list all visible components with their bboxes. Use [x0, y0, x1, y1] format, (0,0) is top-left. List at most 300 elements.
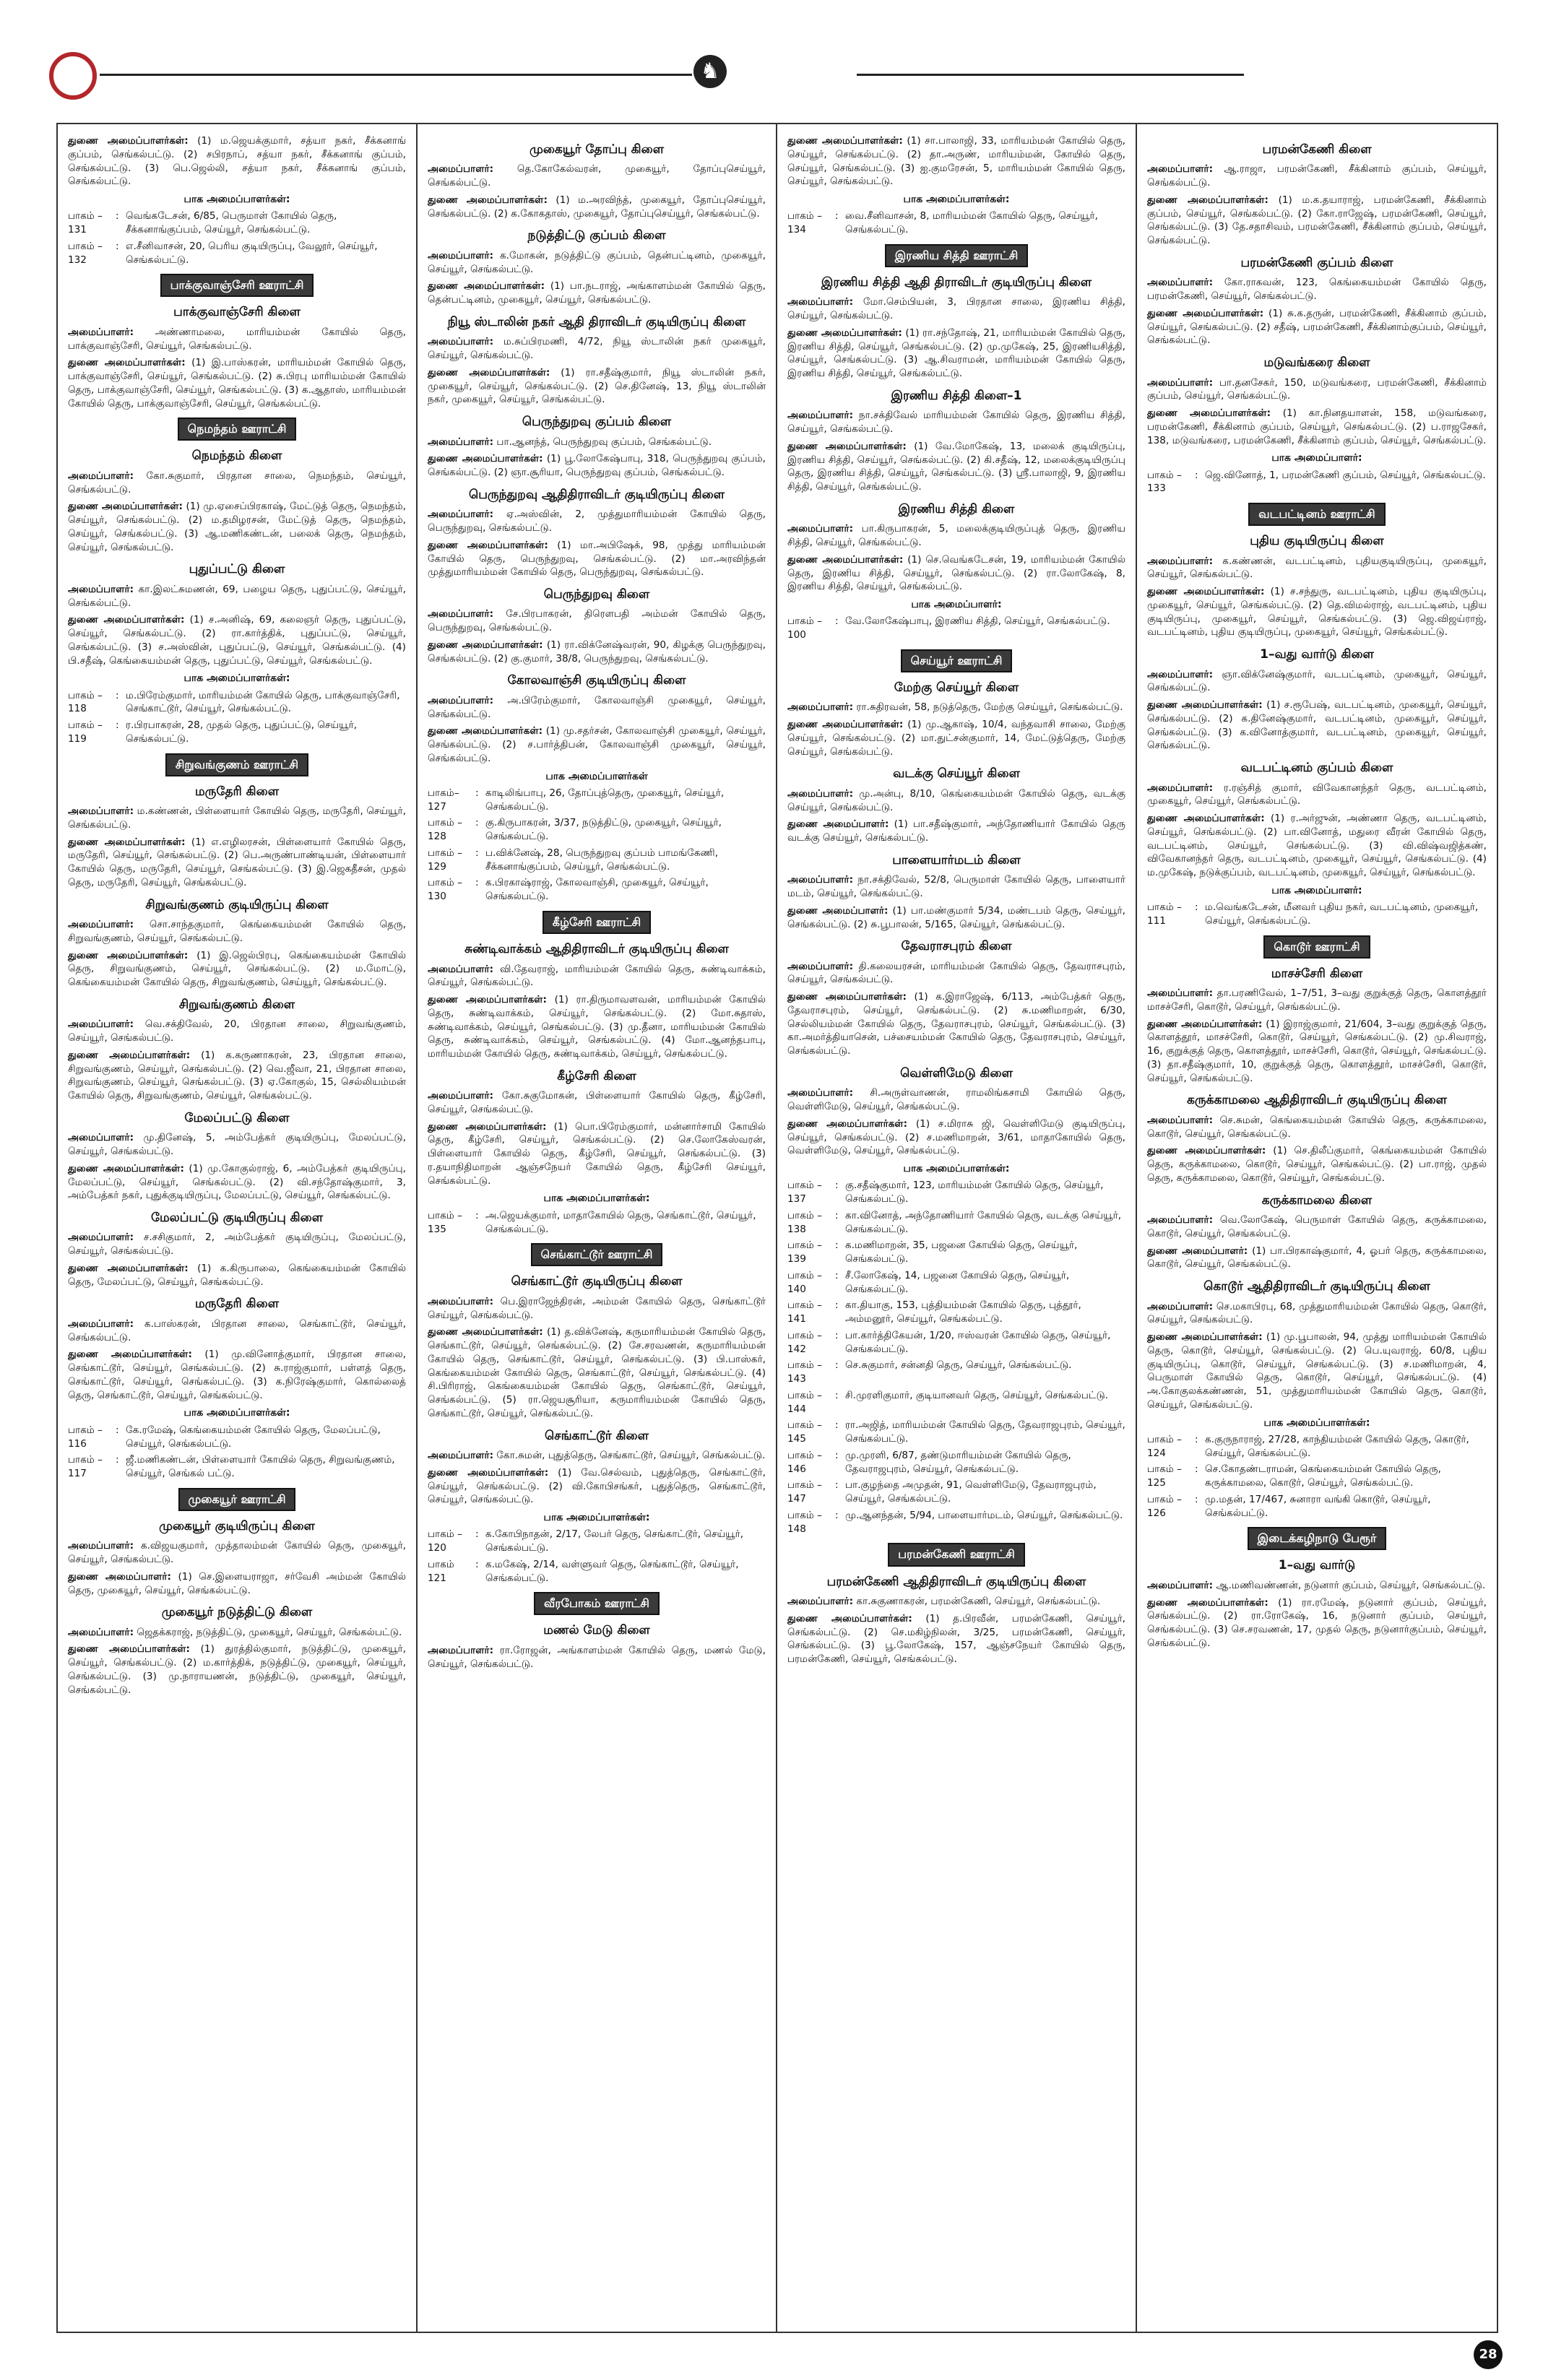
branch-heading: வடபட்டினம் குப்பம் கிளை [1240, 761, 1393, 776]
booth-row [787, 1509, 1125, 1536]
branch-heading: மடுவங்கரை கிளை [1263, 355, 1370, 371]
organiser-entry [68, 469, 406, 497]
organiser-entry [428, 963, 766, 990]
booth-organiser: சி.முரளிகுமார், குடியானவர் தெரு, செய்யூர், செங்கல்பட்டு. [845, 1389, 1109, 1401]
role-label: அமைப்பாளர்: [68, 1232, 134, 1244]
booth-number: பாகம் –140 [787, 1269, 822, 1295]
organiser-entry [428, 194, 766, 221]
role-label: அமைப்பாளர்: [68, 1132, 134, 1144]
entry-text: (1) க.கிருபாலை, கெங்கையம்மன் கோயில் தெரு, மேலப்பட்டு, செய்யூர், செங்கல்பட்டு. [68, 1262, 406, 1288]
booth-separator: : [1195, 1433, 1198, 1445]
role-label: அமைப்பாளர்: [428, 1090, 494, 1102]
listing-columns [56, 123, 1498, 2333]
role-label: அமைப்பாளர்: [787, 960, 854, 972]
role-label: துணை அமைப்பாளர்கள்: [787, 553, 904, 566]
role-label: அமைப்பாளர்: [68, 805, 134, 818]
organiser-entry [787, 718, 1125, 758]
role-label: அமைப்பாளர்: [1147, 1214, 1214, 1226]
section-kicker: கீழ்சேரி ஊராட்சி [543, 911, 651, 934]
booth-organisers-heading: பாக அமைப்பாளர்: [1271, 884, 1362, 896]
entry-text: (1) கா.நினதயாளன், 158, மடுவங்கரை, பரமன்கேணி, சீக்கினாம் குப்பம், செய்யூர், செங்கல்பட்டு. (2) ப.ராஜசேகர், 138, மடுவங்கரை, பரமன்கேணி, சீக்கினாம் குப்பம், செய்யூர், செங்கல்பட்டு. [1147, 407, 1487, 446]
entry-text: கோ.சுகுமார், பிரதான சாலை, நெமந்தம், செய்யூர், செங்கல்பட்டு. [68, 469, 406, 496]
branch-heading: நடுத்திட்டு குப்பம் கிளை [527, 228, 666, 243]
organiser-entry [1147, 376, 1487, 404]
entry-text: (1) வே.செல்வம், புதுத்தெரு, செங்காட்டூர், செய்யூர், செங்கல்பட்டு. (2) வி.கோபிசங்கர், புதுத்தெரு, செங்காட்டூர், செய்யூர், செங்கல்பட்டு. [428, 1466, 766, 1506]
branch-heading: பெருந்துறவு ஆதிதிராவிடர் குடியிருப்பு கிளை [468, 487, 725, 502]
booth-separator: : [475, 877, 479, 889]
booth-separator: : [835, 1509, 839, 1521]
role-label: அமைப்பாளர்: [428, 694, 494, 706]
organiser-entry [68, 583, 406, 610]
organiser-entry [1147, 1330, 1487, 1412]
entry-text: (1) ரா.திருமாவளவன், மாரியம்மன் கோயில் தெரு, சுண்டிவாக்கம், செய்யூர், செங்கல்பட்டு. (2) மோ.சுதாஸ், சுண்டிவாக்கம், செய்யூர், செங்கல்பட்டு. (3) மு.தீனா, மாரியம்மன் கோயில் தெரு, சுண்டிவாக்கம், செய்யூர், செங்கல்பட்டு. (4) மோ.ஆனந்தபாபு, மாரியம்மன் கோயில் தெரு, சுண்டிவாக்கம், செய்யூர், செங்கல்பட்டு. [428, 994, 766, 1060]
organiser-entry [1147, 1018, 1487, 1086]
booth-separator: : [835, 1389, 839, 1401]
entry-text: மு.தினேஷ், 5, அம்பேத்கர் குடியிருப்பு, மேலப்பட்டு, செய்யூர், செங்கல்பட்டு. [68, 1132, 406, 1158]
booth-separator: : [116, 689, 119, 701]
organiser-entry [1147, 407, 1487, 447]
role-label: துணை அமைப்பாளர்: [787, 904, 889, 917]
organiser-entry [1147, 1245, 1487, 1272]
organiser-entry [787, 522, 1125, 550]
organiser-entry [1147, 194, 1487, 248]
organiser-entry [68, 326, 406, 353]
booth-organiser: கு.கிருபாகரன், 3/37, நடுத்திட்டு, முகையூர், செய்யூர், செங்கல்பட்டு. [485, 817, 722, 843]
booth-organiser: எ.சீனிவாசன், 20, பெரிய குடியிருப்பு, வேலூர், செய்யூர், செங்கல்பட்டு. [126, 240, 378, 266]
organiser-entry [68, 1162, 406, 1203]
booth-organisers-heading: பாக அமைப்பாளர்கள்: [1263, 1416, 1370, 1429]
role-label: துணை அமைப்பாளர்கள்: [787, 135, 903, 147]
branch-heading: பாக்குவாஞ்சேரி கிளை [173, 305, 301, 320]
entry-text: (1) பா.நடராஜ், அங்காளம்மன் கோயில் தெரு, தென்பட்டினம், முகையூர், செய்யூர், செங்கல்பட்டு. [428, 280, 766, 306]
role-label: துணை அமைப்பாளர்கள்: [1147, 1145, 1266, 1157]
organiser-entry [428, 724, 766, 765]
booth-number: பாகம் – 100 [787, 615, 822, 641]
entry-text: க.பாஸ்கரன், பிரதான சாலை, செங்காட்டூர், செய்யூர், செங்கல்பட்டு. [68, 1317, 407, 1343]
booth-organiser: கா.வினோத், அந்தோணியார் கோயில் தெரு, வடக்கு செய்யூர், செங்கல்பட்டு. [845, 1209, 1122, 1235]
entry-text: ம.சுப்பிரமணி, 4/72, நியூ ஸ்டாலின் நகர் முகையூர், செய்யூர், செங்கல்பட்டு. [428, 336, 766, 362]
booth-organiser: க.கோபிநாதன், 2/17, லேபர் தெரு, செங்காட்டூர், செய்யூர், செங்கல்பட்டு. [485, 1528, 744, 1554]
entry-text: (1) பூ.லோகேஷ்பாபு, 318, பெருந்துறவு குப்பம், செங்கல்பட்டு. (2) ஞா.சூரியா, பெருந்துறவு குப்பம், செங்கல்பட்டு. [428, 453, 766, 479]
booth-organisers-heading: பாக அமைப்பாளர்கள்: [183, 672, 290, 685]
role-label: துணை அமைப்பாளர்கள்: [787, 991, 907, 1003]
booth-organiser: க.குருநாராஜ், 27/28, காந்தியம்மன் கோயில் தெரு, கொடூர், செய்யூர், செங்கல்பட்டு. [1205, 1433, 1469, 1459]
organiser-entry [68, 613, 406, 667]
role-label: துணை அமைப்பாளர்கள்: [787, 440, 907, 452]
role-label: துணை அமைப்பாளர்கள்: [787, 719, 904, 731]
organiser-entry [428, 993, 766, 1061]
booth-organiser: மு.ஆனந்தன், 5/94, பாளையார்மடம், செய்யூர், செங்கல்பட்டு. [845, 1509, 1123, 1521]
entry-text: வெ.லோகேஷ், பெருமாள் கோயில் தெரு, கருக்காமலை, கொடூர், செய்யூர், செங்கல்பட்டு. [1147, 1214, 1487, 1239]
organiser-entry [787, 960, 1125, 987]
role-label: அமைப்பாளர்: [68, 583, 134, 595]
booth-separator: : [835, 1239, 839, 1252]
role-label: அமைப்பாளர்: [68, 919, 134, 931]
role-label: துணை அமைப்பாளர்கள்: [428, 366, 550, 378]
role-label: அமைப்பாளர்: [68, 1018, 134, 1031]
booth-organisers-heading: பாக அமைப்பாளர்கள்: [543, 1512, 650, 1524]
booth-row [428, 847, 766, 874]
entry-text: கா.சுகுணாகரன், பரமன்கேணி, செய்யூர், செங்கல்பட்டு. [856, 1596, 1101, 1607]
party-emblem-icon: ♞ [693, 55, 727, 88]
organiser-entry [428, 366, 766, 407]
column-2 [418, 124, 777, 2332]
role-label: துணை அமைப்பாளர்கள்: [787, 1612, 912, 1624]
branch-heading: மேற்கு செய்யூர் கிளை [894, 680, 1019, 695]
organiser-entry [787, 326, 1125, 381]
organiser-entry [428, 694, 766, 722]
branch-heading: கருக்காமலை கிளை [1261, 1193, 1373, 1208]
entry-text: (1) த.பிரவீன், பரமன்கேணி, செய்யூர், செங்கல்பட்டு. (2) செ.மகிழ்நிலன், 3/25, பரமன்கேணி, செய்யூர், செங்கல்பட்டு. (3) பூ.லோகேஷ், 157, ஆஞ்சநேயர் கோயில் தெரு, பரமன்கேணி, செய்யூர், செங்கல்பட்டு. [787, 1612, 1125, 1665]
role-label: அமைப்பாளர்: [428, 336, 494, 348]
entry-text: செ.மகாபிரபு, 68, முத்துமாரியம்மன் கோயில் தெரு, கொடூர், செய்யூர், செங்கல்பட்டு. [1147, 1300, 1487, 1326]
booth-separator: : [835, 1299, 839, 1312]
entry-text: (1) ச.சந்துரு, வடபட்டினம், புதிய குடியிருப்பு, முகையூர், செய்யூர், செங்கல்பட்டு. (2) தெ.விமல்ராஜ், வடபட்டினம், புதிய குடியிருப்பு, முகையூர், செய்யூர், செங்கல்பட்டு. (3) ஜெ.விஜய்ராஜ், வடபட்டினம், புதிய குடியிருப்பு, முகையூர், செய்யூர், செங்கல்பட்டு. [1147, 586, 1487, 639]
booth-row [787, 1479, 1125, 1506]
booth-organiser: க.மணிமாறன், 35, பஜனை கோயில் தெரு, செய்யூர், செங்கல்பட்டு. [845, 1239, 1078, 1265]
booth-organiser: சீ.லோகேஷ், 14, பஜனை கோயில் தெரு, செய்யூர், செங்கல்பட்டு. [845, 1269, 1070, 1295]
booth-number: பாகம் – 147 [787, 1479, 822, 1505]
organiser-entry [1147, 307, 1487, 347]
role-label: அமைப்பாளர்: [428, 509, 494, 521]
column-4 [1137, 124, 1497, 2332]
role-label: துணை அமைப்பாளர்கள்: [428, 994, 547, 1006]
booth-organisers-heading: பாக அமைப்பாளர்கள்: [903, 1163, 1010, 1175]
booth-separator: : [835, 1449, 839, 1461]
organiser-entry [68, 356, 406, 410]
booth-organiser: ரா.அஜித், மாரியம்மன் கோயில் தெரு, தேவராஜபுரம், செய்யூர், செங்கல்பட்டு. [845, 1419, 1125, 1445]
organiser-entry [68, 1131, 406, 1159]
booth-row [787, 1359, 1125, 1386]
role-label: துணை அமைப்பாளர்கள்: [1147, 1018, 1263, 1030]
organiser-entry [787, 904, 1125, 932]
organiser-entry [787, 1612, 1125, 1666]
branch-heading: 1–வது வார்டு கிளை [1260, 647, 1374, 662]
organiser-entry [68, 1626, 406, 1640]
booth-organiser: ர.பிரபாகரன், 28, முதல் தெரு, புதுப்பட்டு, செய்யூர், செங்கல்பட்டு. [126, 719, 358, 745]
booth-number: பாகம் – 141 [787, 1299, 822, 1325]
organiser-entry [1147, 1144, 1487, 1185]
section-kicker: இடைக்கழிநாடு பேரூர் [1248, 1527, 1387, 1550]
role-label: துணை அமைப்பாளர்: [1147, 1245, 1248, 1257]
booth-separator: : [835, 1180, 839, 1192]
entry-text: (1) செ.வெங்கடேசன், 19, மாரியம்மன் கோயில் தெரு, இரணிய சித்தி, செய்யூர், செங்கல்பட்டு. (2) ரா.லோகேஷ், 8, இரணிய சித்தி, செய்யூர், செங்கல்பட்டு. [787, 553, 1125, 593]
entry-text: (1) பா.மண்குமார் 5/34, மண்டபம் தெரு, செய்யூர், செங்கல்பட்டு. (2) சு.பூபாலன், 5/165, செய்யூர், செங்கல்பட்டு. [787, 904, 1125, 930]
role-label: துணை அமைப்பாளர்கள்: [428, 725, 543, 737]
section-kicker: பரமன்கேணி ஊராட்சி [888, 1543, 1025, 1566]
booth-row [428, 787, 766, 814]
role-label: அமைப்பாளர்: [1147, 376, 1214, 389]
entry-text: மோ.செம்பியன், 3, பிரதான சாலை, இரணிய சித்தி, செய்யூர், செங்கல்பட்டு. [787, 296, 1125, 322]
booth-number: பாகம் –135 [428, 1209, 462, 1235]
entry-text: க.மோகன், நடுத்திட்டு குப்பம், தென்பட்டினம், முகையூர், செய்யூர், செங்கல்பட்டு. [428, 249, 766, 275]
section-kicker: இரணிய சித்தி ஊராட்சி [885, 244, 1029, 267]
organiser-entry [1147, 1300, 1487, 1328]
role-label: அமைப்பாளர்: [68, 1626, 134, 1638]
role-label: துணை அமைப்பாளர்கள்: [787, 326, 902, 339]
entry-text: (1) த.விக்னேஷ், கருமாரியம்மன் கோயில் தெரு, செங்காட்டூர், செய்யூர், செங்கல்பட்டு. (2) சே.சரவணன், கருமாரியம்மன் கோயில் தெரு, செங்காட்டூர், செய்யூர், செங்கல்பட்டு. (3) பி.பாஸ்கர், கெங்கையம்மன் கோயில் தெரு, செங்காட்டூர், செய்யூர், செங்கல்பட்டு. (4) சி.பிரிராஜ், கெங்கையம்மன் கோயில் தெரு, செங்காட்டூர், செய்யூர், செங்கல்பட்டு. (5) ரா.ஜெயசூரியா, கருமாரியம்மன் கோயில் தெரு, செங்காட்டூர், செய்யூர், செங்கல்பட்டு. [428, 1326, 766, 1419]
role-label: அமைப்பாளர்: [787, 523, 854, 535]
role-label: துணை அமைப்பாளர்கள்: [68, 1643, 190, 1656]
booth-separator: : [1195, 1493, 1198, 1505]
role-label: அமைப்பாளர்: [1147, 782, 1214, 794]
booth-separator: : [835, 1419, 839, 1432]
branch-heading: மணல் மேடு கிளை [543, 1623, 650, 1638]
entry-text: (1) மு.வினோத்குமார், பிரதான சாலை, செங்காட்டூர், செய்யூர், செங்கல்பட்டு. (2) சு.ராஜ்குமார், பள்ளத் தெரு, செங்காட்டூர், செய்யூர், செங்கல்பட்டு. (3) க.நிரேஷ்குமார், கொல்லைத் தெரு, செங்காட்டூர், செய்யூர், செங்கல்பட்டு. [68, 1349, 406, 1401]
booth-row [68, 719, 406, 746]
section-kicker: முகையூர் ஊராட்சி [178, 1488, 296, 1511]
booth-row [787, 1299, 1125, 1326]
entry-text: (1) பா.சதீஷ்குமார், அந்தோணியார் கோயில் தெரு வடக்கு செய்யூர், செங்கல்பட்டு. [787, 818, 1126, 844]
section-kicker: கொடூர் ஊராட்சி [1263, 935, 1370, 959]
booth-number: பாகம் –116 [68, 1424, 103, 1450]
role-label: துணை அமைப்பாளர்கள்: [428, 280, 545, 293]
booth-number: பாகம் –144 [787, 1389, 822, 1415]
entry-text: ரா.ரோஜன், அங்காளம்மன் கோயில் தெரு, மணல் மேடு, செய்யூர், செங்கல்பட்டு. [428, 1644, 766, 1670]
organiser-entry [787, 295, 1125, 323]
branch-heading: சிறுவங்குணம் குடியிருப்பு கிளை [145, 897, 329, 912]
entry-text: (1) மு.பூபாலன், 94, முத்து மாரியம்மன் கோயில் தெரு, கொடூர், செய்யூர், செங்கல்பட்டு. (2) பெ.யுவராஜ், 60/8, புதிய குடியிருப்பு, கொடூர், செய்யூர், செங்கல்பட்டு. (3) ச.மணிமாறன், 4, பெருமாள் கோயில் தெரு, கொடூர், செய்யூர், செங்கல்பட்டு. (4) அ.கோகுலக்கண்ணன், 51, முத்துமாரியம்மன் கோயில் தெரு, கொடூர், செய்யூர், செங்கல்பட்டு. [1147, 1331, 1487, 1411]
branch-heading: மருதேரி கிளை [194, 784, 280, 799]
organiser-entry [787, 701, 1125, 714]
entry-text: பெ.இராஜேந்திரன், அம்மன் கோயில் தெரு, செங்காட்டூர் செய்யூர், செங்கல்பட்டு. [428, 1295, 766, 1321]
branch-heading: பரமன்கேணி கிளை [1262, 142, 1372, 157]
role-label: அமைப்பாளர்: [428, 436, 494, 448]
role-label: அமைப்பாளர்: [428, 249, 494, 261]
role-label: துணை அமைப்பாளர்கள்: [68, 614, 185, 626]
entry-text: தா.பரணிவேல், 1–7/51, 3–வது குறுக்குத் தெரு, கொளத்தூர் மாசச்சேரி, கொடூர், செய்யூர், செங்கல்பட்டு. [1147, 987, 1487, 1013]
organiser-entry [787, 1595, 1125, 1609]
booth-separator: : [1195, 1463, 1198, 1476]
organiser-entry [1147, 987, 1487, 1014]
role-label: அமைப்பாளர்: [68, 1540, 134, 1552]
branch-heading: மேலப்பட்டு குடியிருப்பு கிளை [150, 1211, 324, 1226]
booth-row [1147, 1463, 1487, 1490]
organiser-entry [787, 553, 1125, 594]
branch-heading: மருதேரி கிளை [194, 1297, 280, 1312]
organiser-entry [68, 134, 406, 189]
section-kicker: பாக்குவாஞ்சேரி ஊராட்சி [160, 274, 314, 297]
booth-number: பாகம் – 124 [1147, 1433, 1182, 1459]
branch-heading: பெருந்துறவு குப்பம் கிளை [522, 415, 672, 430]
masthead-circle-icon [49, 52, 97, 100]
booth-number: பாகம் – 145 [787, 1419, 822, 1445]
role-label: துணை அமைப்பாளர்கள்: [1147, 699, 1263, 711]
branch-heading: கருக்காமலை ஆதிதிராவிடர் குடியிருப்பு கிளை [1186, 1093, 1448, 1108]
booth-number: பாகம் –129 [428, 847, 462, 873]
organiser-entry [68, 1539, 406, 1567]
booth-organiser: ம.பிரேம்குமார், மாரியம்மன் கோயில் தெரு, பாக்குவாஞ்சேரி, செங்காட்டூர், செய்யூர், செங்கல்பட்டு. [126, 689, 400, 715]
role-label: துணை அமைப்பாளர்கள்: [428, 453, 543, 465]
organiser-entry [68, 918, 406, 945]
role-label: துணை அமைப்பாளர்கள்: [428, 1326, 543, 1338]
booth-number: பாகம் – 111 [1147, 901, 1182, 927]
booth-organisers-heading: பாக அமைப்பாளர்கள்: [543, 1193, 650, 1205]
booth-organisers-heading: பாக அமைப்பாளர்கள்: [903, 194, 1010, 205]
booth-organiser: பா.குழந்தை அமுதன், 91, வெள்ளிமேடு, தேவராஜபுரம், செய்யூர், செங்கல்பட்டு. [845, 1479, 1097, 1505]
organiser-entry [68, 1317, 406, 1345]
booth-separator: : [475, 1558, 479, 1570]
entry-text: நா.சக்திவேல், 52/8, பெருமாள் கோயில் தெரு, பாளையார் மடம், செய்யூர், செங்கல்பட்டு. [787, 874, 1125, 899]
entry-text: ஜெதக்கராஜ், நடுத்திட்டு, முகையூர், செய்யூர், செங்கல்பட்டு. [137, 1626, 402, 1638]
booth-separator: : [475, 847, 479, 859]
entry-text: சி.அருள்வாணன், ராமலிங்கசாமி கோயில் தெரு, வெள்ளிமேடு, செய்யூர், செங்கல்பட்டு. [787, 1087, 1125, 1113]
section-kicker: செய்யூர் ஊராட்சி [901, 649, 1013, 672]
entry-text: (1) சா.பாலாஜி, 33, மாரியம்மன் கோயில் தெரு, செய்யூர், செங்கல்பட்டு. (2) தா.அருண், மாரியம்மன், கோயில் தெரு, செய்யூர், செங்கல்பட்டு. (3) ஐ.குமரேசன், 5, மாரியம்மன் கோயில் தெரு, செய்யூர், செங்கல்பட்டு. [787, 135, 1125, 188]
entry-text: கா.இலட்சுமணன், 69, பழைய தெரு, புதுப்பட்டு, செய்யூர், செங்கல்பட்டு. [68, 583, 406, 609]
organiser-entry [428, 539, 766, 579]
role-label: அமைப்பாளர்: [1147, 163, 1214, 176]
booth-organisers-heading: பாக அமைப்பாளர்: [911, 599, 1002, 610]
booth-separator: : [116, 240, 119, 252]
organiser-entry [787, 440, 1125, 494]
branch-heading: தேவராசபுரம் கிளை [901, 939, 1012, 954]
entry-text: க.விஜயகுமார், முத்தாலம்மன் கோயில் தெரு, முகையூர், செய்யூர், செங்கல்பட்டு. [68, 1540, 407, 1566]
entry-text: சே.பிரபாகரன், திரௌபதி அம்மன் கோயில் தெரு, பெருந்துறவு, செங்கல்பட்டு. [428, 608, 766, 634]
branch-heading: வெள்ளிமேடு கிளை [900, 1065, 1013, 1081]
entry-text: ஏ.அஸ்வின், 2, முத்துமாரியம்மன் கோயில் தெரு, பெருந்துறவு, செங்கல்பட்டு. [428, 509, 766, 535]
role-label: அமைப்பாளர்: [787, 1596, 854, 1607]
booth-number: பாகம் – 130 [428, 877, 462, 903]
booth-number: பாகம் – 138 [787, 1209, 822, 1235]
entry-text: (1) ரா.சந்தோஷ், 21, மாரியம்மன் கோயில் தெரு, இரணிய சித்தி, செய்யூர், செங்கல்பட்டு. (2) மு.முகேஷ், 25, இரணியசித்தி, செய்யூர், செங்கல்பட்டு. (3) ஆ.சிவராமன், மாரியம்மன் கோயில் தெரு, இரணிய சித்தி, செய்யூர், செங்கல்பட்டு. [787, 326, 1125, 380]
booth-number: பாகம் –148 [787, 1509, 822, 1535]
organiser-entry [1147, 812, 1487, 880]
entry-text: (1) ர.அர்ஜுன், அண்ணா தெரு, வடபட்டினம், செய்யூர், செங்கல்பட்டு. (2) பா.வினோத், மதுரை வீரன் கோயில் தெரு, வடபட்டினம், செய்யூர், செங்கல்பட்டு. (3) வி.விஷ்வஜித்கண், விவேகானந்தர் தெரு, வடபட்டினம், முகையூர், செய்யூர், செங்கல்பட்டு. (4) ம.முகேஷ், நடுக்குப்பம், வடபட்டினம், முகையூர், செய்யூர், செங்கல்பட்டு. [1147, 813, 1487, 879]
organiser-entry [428, 452, 766, 480]
role-label: துணை அமைப்பாளர்கள்: [68, 949, 189, 961]
role-label: அமைப்பாளர்: [1147, 277, 1214, 289]
branch-heading: நெமந்தம் கிளை [191, 449, 282, 464]
entry-text: (1) ச.ரூபேஷ், வடபட்டினம், முகையூர், செய்யூர், செங்கல்பட்டு. (2) க.தினேஷ்குமார், வடபட்டினம், முகையூர், செய்யூர், செங்கல்பட்டு. (3) க.வினோத்குமார், வடபட்டினம், முகையூர், செய்யூர், செங்கல்பட்டு. [1147, 699, 1487, 752]
entry-text: (1) ச.அனிஷ், 69, கலைஞர் தெரு, புதுப்பட்டு, செய்யூர், செங்கல்பட்டு. (2) ரா.கார்த்திக், புதுப்பட்டு, செய்யூர், செங்கல்பட்டு. (3) ச.அஸ்வின், புதுப்பட்டு, செய்யூர், செங்கல்பட்டு. (4) பி.சதீஷ், கெங்கையம்மன் தெரு, புதுப்பட்டு, செய்யூர், செங்கல்பட்டு. [68, 614, 406, 667]
entry-text: ரா.சுதிரவன், 58, நடுத்தெரு, மேற்கு செய்யூர், செங்கல்பட்டு. [856, 701, 1123, 714]
booth-separator: : [835, 615, 839, 628]
booth-number: பாகம் – 146 [787, 1449, 822, 1475]
branch-heading: செங்காட்டூர் கிளை [545, 1428, 649, 1443]
section-kicker: வடபட்டினம் ஊராட்சி [1248, 503, 1385, 526]
booth-separator: : [1195, 901, 1198, 914]
booth-number: பாகம் 121 [428, 1558, 454, 1584]
booth-row [1147, 1493, 1487, 1520]
entry-text: மு.அன்பு, 8/10, கெங்கையம்மன் கோயில் தெரு, வடக்கு செய்யூர், செங்கல்பட்டு. [787, 787, 1125, 813]
branch-heading: பரமன்கேணி ஆதிதிராவிடர் குடியிருப்பு கிளை [826, 1574, 1086, 1589]
role-label: அமைப்பாளர்: [787, 701, 854, 714]
booth-organiser: க.பிரகாஷ்ராஜ், கோலவாஞ்சி, முகையூர், செய்யூர், செங்கல்பட்டு. [485, 877, 709, 903]
branch-heading: செங்காட்டூர் குடியிருப்பு கிளை [511, 1274, 683, 1289]
section-kicker: நெமந்தம் ஊராட்சி [178, 417, 297, 441]
booth-separator: : [116, 1424, 119, 1436]
booth-row [1147, 1433, 1487, 1461]
entry-text: தெ.கோகேல்வரன், முகையூர், தோப்புசெய்யூர், செங்கல்பட்டு. [428, 163, 766, 189]
booth-number: பாகம் –118 [68, 689, 103, 715]
booth-number: பாகம்–127 [428, 787, 459, 813]
booth-organiser: செ.சுகுமார், சன்னதி தெரு, செய்யூர், செங்கல்பட்டு. [845, 1359, 1072, 1372]
role-label: அமைப்பாளர்: [787, 1087, 854, 1099]
booth-separator: : [835, 1329, 839, 1341]
role-label: துணை அமைப்பாளர்கள்: [428, 194, 548, 206]
entry-text: (1) சு.க.தருன், பரமன்கேணி, சீக்கினாம் குப்பம், செய்யூர், செங்கல்பட்டு. (2) சதீஷ், பரமன்கேணி, சீக்கினாம்குப்பம், செய்யூர், செங்கல்பட்டு. [1147, 307, 1487, 347]
booth-row [68, 240, 406, 267]
role-label: அமைப்பாளர்: [428, 163, 494, 176]
organiser-entry [428, 335, 766, 363]
role-label: அமைப்பாளர்: [68, 469, 134, 482]
organiser-entry [1147, 1213, 1487, 1241]
header-rule-right [857, 74, 1244, 76]
entry-text: (1) இ.ஜெல்பிரபு, கெங்கையம்மன் கோயில் தெரு, சிறுவங்குணம், செய்யூர், செங்கல்பட்டு. (2) ம.மோட்டு, கெங்கையம்மன் கோயில் தெரு, சிறுவங்குணம், செய்யூர், செங்கல்பட்டு. [68, 949, 406, 989]
branch-heading: பாளையார்மடம் கிளை [892, 852, 1021, 867]
entry-text: ம.கண்ணன், பிள்ளையார் கோயில் தெரு, மருதேரி, செய்யூர், செங்கல்பட்டு. [68, 805, 406, 831]
entry-text: (1) பொ.பிரேம்குமார், மன்னார்சாமி கோயில் தெரு, கீழ்சேரி, செய்யூர், செங்கல்பட்டு. (2) செ.லோகேஸ்வரன், பிள்ளையார் கோயில் தெரு, கீழ்சேரி, செய்யூர், செங்கல்பட்டு. (3) ர.தயாநிதிமாறன் ஆஞ்சநேயர் கோயில் தெரு, கீழ்சேரி செய்யூர், செங்கல்பட்டு. [428, 1120, 766, 1187]
entry-text: வி.தேவராஜ், மாரியம்மன் கோயில் தெரு, சுண்டிவாக்கம், செய்யூர், செங்கல்பட்டு. [428, 963, 766, 989]
column-1 [58, 124, 418, 2332]
booth-organiser: ப.விக்னேஷ், 28, பெருந்துறவு குப்பம் பாமங்கேணி, சீக்கனாங்குப்பம், செய்யூர், செங்கல்பட்டு. [485, 847, 719, 873]
role-label: துணை அமைப்பாளர்கள்: [68, 501, 183, 513]
branch-heading: முகையூர் குடியிருப்பு கிளை [159, 1518, 315, 1533]
organiser-entry [787, 1117, 1125, 1158]
organiser-entry [428, 508, 766, 535]
organiser-entry [787, 409, 1125, 436]
booth-separator: : [835, 1479, 839, 1492]
entry-text: ஆ.மணிவண்ணன், நடுனார் குப்பம், செய்யூர், செங்கல்பட்டு. [1216, 1579, 1486, 1591]
organiser-entry [68, 1262, 406, 1289]
entry-text: (1) ரா.ரமேஷ், நடுனார் குப்பம், செய்யூர், செங்கல்பட்டு. (2) ரா.ரோகேஷ், 16, நடுனார் குப்பம், செய்யூர், செங்கல்பட்டு. (3) செ.சரவணன், 17, முதல் தெரு, நடுனார்குப்பம், செய்யூர், செங்கல்பட்டு. [1147, 1596, 1487, 1649]
booth-row [787, 1449, 1125, 1476]
booth-organiser: ம.வெங்கடேசன், மீனவர் புதிய நகர், வடபட்டினம், முகையூர், செய்யூர், செங்கல்பட்டு. [1205, 901, 1479, 927]
booth-number: பாகம் – 126 [1147, 1493, 1182, 1519]
role-label: துணை அமைப்பாளர்கள்: [68, 135, 189, 147]
entry-text: ஆ.ராஜா, பரமன்கேணி, சீக்கினாம் குப்பம், செய்யூர், செங்கல்பட்டு. [1147, 163, 1487, 189]
organiser-entry [787, 990, 1125, 1058]
booth-organiser: வெங்கடேசன், 6/85, பெருமாள் கோயில் தெரு, சீக்கனாங்குப்பம், செய்யூர், செங்கல்பட்டு. [126, 210, 337, 236]
booth-row [787, 1419, 1125, 1446]
booth-row [68, 209, 406, 237]
section-kicker: சிறுவங்குணம் ஊராட்சி [165, 753, 308, 776]
role-label: அமைப்பாளர்: [68, 1317, 134, 1330]
booth-number: பாகம் – 134 [787, 210, 822, 236]
role-label: துணை அமைப்பாளர்கள்: [428, 1120, 547, 1133]
role-label: அமைப்பாளர்: [787, 410, 854, 422]
role-label: அமைப்பாளர்: [787, 874, 854, 886]
booth-number: பாகம் –132 [68, 240, 103, 266]
role-label: அமைப்பாளர்: [1147, 555, 1214, 567]
booth-row [787, 615, 1125, 642]
booth-separator: : [475, 817, 479, 829]
organiser-entry [68, 500, 406, 554]
booth-row [1147, 469, 1487, 496]
organiser-entry [787, 1086, 1125, 1114]
booth-separator: : [835, 210, 839, 222]
branch-heading: மேலப்பட்டு கிளை [184, 1110, 290, 1125]
role-label: அமைப்பாளர்: [428, 963, 494, 975]
booth-separator: : [475, 1528, 479, 1541]
branch-heading: கொடூர் ஆதிதிராவிடர் குடியிருப்பு கிளை [1203, 1279, 1430, 1294]
organiser-entry [68, 1049, 406, 1103]
entry-text: (1) மு.சதர்சன், கோலவாஞ்சி முகையூர், செய்யூர், செங்கல்பட்டு. (2) ச.பார்த்திபன், கோலவாஞ்சி முகையூர், செய்யூர், செங்கல்பட்டு. [428, 725, 766, 764]
role-label: அமைப்பாளர்: [428, 1295, 494, 1307]
booth-number: பாகம் – 139 [787, 1239, 822, 1265]
organiser-entry [787, 818, 1125, 845]
booth-number: பாகம் – 142 [787, 1329, 822, 1355]
booth-separator: : [835, 1359, 839, 1372]
role-label: அமைப்பாளர்: [428, 1450, 494, 1462]
organiser-entry [428, 1120, 766, 1188]
organiser-entry [428, 1089, 766, 1117]
role-label: அமைப்பாளர்: [68, 326, 134, 338]
organiser-entry [68, 805, 406, 832]
organiser-entry [428, 639, 766, 666]
organiser-entry [1147, 1596, 1487, 1650]
